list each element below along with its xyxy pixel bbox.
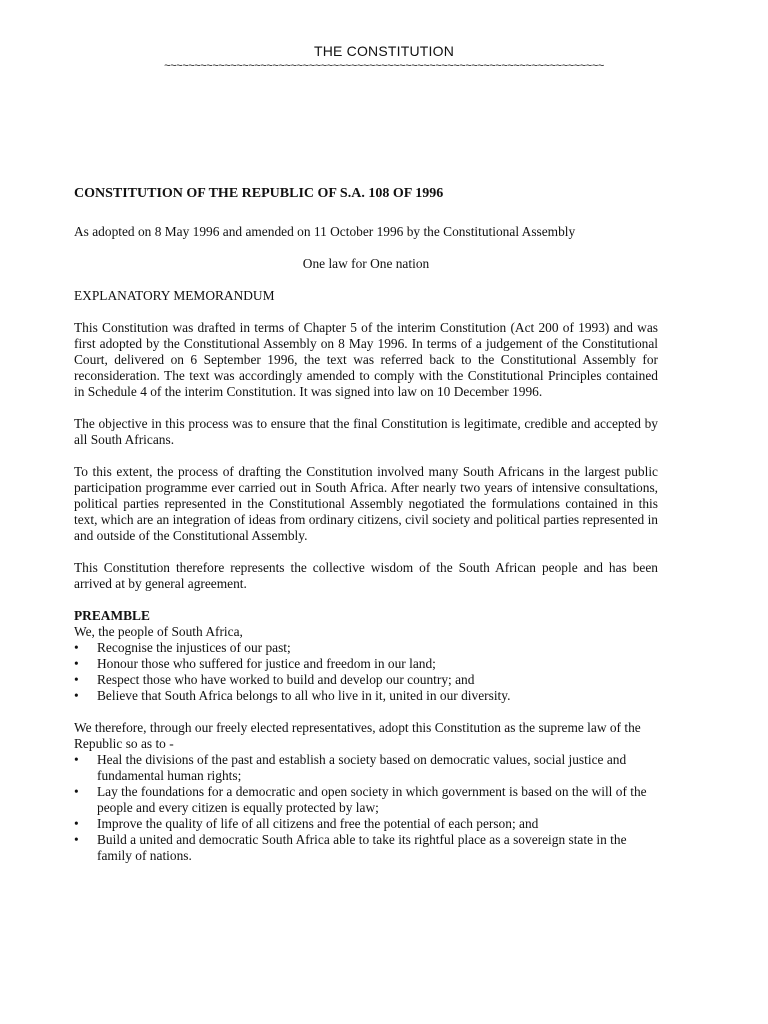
list-item-text: Heal the divisions of the past and establish a society based on democratic values, social justice and fundamental human rights;: [97, 752, 627, 783]
header-tilde-rule: ~~~~~~~~~~~~~~~~~~~~~~~~~~~~~~~~~~~~~~~~~~~~~~~~~~~~~~~~~~~~~~~~~~~~~~~~~: [164, 60, 604, 72]
memorandum-paragraph: To this extent, the process of drafting the Constitution involved many South Africans in the largest public participation programme ever carried out in South Africa. After nearly two years of intensive consultations, political parties represented in the Constitutional Assembly negotiated the formulations contained in this text, which are an integration of ideas from ordinary citizens, civil society and political parties represented in and outside of the Constitutional Assembly.: [74, 464, 658, 543]
list-item-text: Honour those who suffered for justice and freedom in our land;: [97, 656, 436, 671]
purpose-list: [74, 752, 658, 864]
adoption-note: As adopted on 8 May 1996 and amended on 11 October 1996 by the Constitutional Assembly: [74, 224, 576, 239]
memorandum-paragraph: This Constitution therefore represents the collective wisdom of the South African people and has been arrived at by general agreement.: [74, 560, 658, 591]
running-header-title: THE CONSTITUTION: [313, 43, 455, 59]
memorandum-paragraph: This Constitution was drafted in terms of Chapter 5 of the interim Constitution (Act 200 of 1993) and was first adopted by the Constitutional Assembly on 8 May 1996. In terms of a judgement of the Constitutional Court, delivered on 6 September 1996, the text was referred back to the Constitutional Assembly for reconsideration. The text was accordingly amended to comply with the Constitutional Principles contained in Schedule 4 of the interim Constitution. It was signed into law on 10 December 1996.: [74, 320, 658, 399]
bullet-icon: •: [74, 816, 79, 831]
list-item: [74, 656, 658, 672]
list-item: [74, 784, 658, 816]
preamble-heading: PREAMBLE: [74, 608, 150, 623]
document-body: [74, 186, 658, 880]
list-item: [74, 640, 658, 656]
list-item-text: Respect those who have worked to build and develop our country; and: [97, 672, 475, 687]
list-item: [74, 688, 658, 704]
list-item: [74, 832, 658, 864]
list-item-text: Improve the quality of life of all citizens and free the potential of each person; and: [97, 816, 539, 831]
bullet-icon: •: [74, 688, 79, 703]
motto: One law for One nation: [302, 256, 430, 271]
list-item-text: Believe that South Africa belongs to all who live in it, united in our diversity.: [97, 688, 511, 703]
bullet-icon: •: [74, 656, 79, 671]
bullet-icon: •: [74, 672, 79, 687]
memorandum-heading: EXPLANATORY MEMORANDUM: [74, 288, 275, 303]
bullet-icon: •: [74, 752, 79, 767]
bullet-icon: •: [74, 784, 79, 799]
preamble-list: [74, 640, 658, 704]
bullet-icon: •: [74, 640, 79, 655]
document-title: CONSTITUTION OF THE REPUBLIC OF S.A. 108 OF 1996: [74, 186, 444, 201]
therefore-statement: We therefore, through our freely elected representatives, adopt this Constitution as the supreme law of the Republic so as to -: [74, 720, 641, 751]
list-item: [74, 672, 658, 688]
bullet-icon: •: [74, 832, 79, 847]
preamble-intro: We, the people of South Africa,: [74, 624, 243, 639]
list-item: [74, 816, 658, 832]
list-item-text: Build a united and democratic South Africa able to take its rightful place as a sovereign state in the family of nations.: [97, 832, 627, 863]
memorandum-paragraph: The objective in this process was to ensure that the final Constitution is legitimate, credible and accepted by all South Africans.: [74, 416, 658, 447]
list-item-text: Recognise the injustices of our past;: [97, 640, 291, 655]
list-item: [74, 752, 658, 784]
list-item-text: Lay the foundations for a democratic and open society in which government is based on the will of the people and every citizen is equally protected by law;: [97, 784, 647, 815]
